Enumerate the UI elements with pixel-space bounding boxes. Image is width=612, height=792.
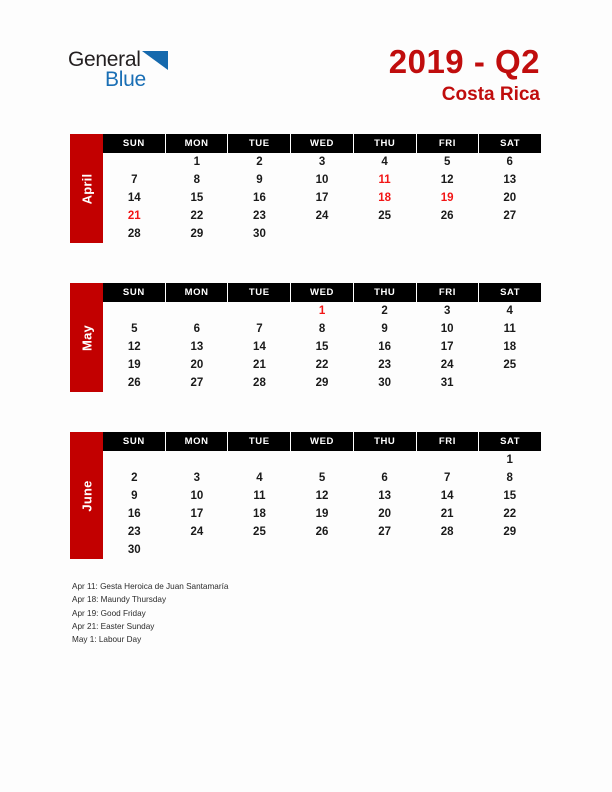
weekday-header-wed: WED — [291, 134, 354, 153]
month-grid — [103, 283, 541, 392]
month-tab-may — [70, 283, 103, 392]
day-cell[interactable]: 27 — [190, 377, 204, 389]
day-cell[interactable]: 30 — [127, 544, 141, 556]
holiday-legend-item: Apr 18: Maundy Thursday — [72, 595, 167, 605]
weekday-header-thu: THU — [354, 283, 417, 302]
day-cell[interactable]: 23 — [253, 210, 266, 222]
day-cell[interactable]: 7 — [443, 472, 451, 484]
month-grid — [103, 134, 541, 243]
day-cell[interactable]: 20 — [503, 192, 517, 204]
week-row — [103, 207, 541, 225]
day-cell[interactable]: 13 — [378, 490, 391, 502]
day-cell[interactable]: 29 — [315, 377, 329, 389]
day-cell[interactable]: 31 — [440, 377, 454, 389]
day-cell[interactable]: 1 — [193, 156, 201, 168]
day-cell[interactable]: 8 — [318, 323, 326, 335]
holiday-legend — [72, 580, 472, 646]
day-cell[interactable]: 19 — [440, 192, 454, 204]
week-row — [103, 320, 541, 338]
holiday-legend-item: Apr 11: Gesta Heroica de Juan Santamaría — [72, 582, 229, 591]
day-cell[interactable]: 4 — [381, 156, 388, 168]
day-cell[interactable]: 6 — [381, 472, 388, 484]
day-cell[interactable]: 3 — [318, 156, 326, 168]
weekday-header-fri: FRI — [417, 432, 480, 451]
week-row — [103, 505, 541, 523]
day-cell[interactable]: 17 — [440, 341, 454, 353]
day-cell[interactable]: 1 — [318, 305, 326, 317]
day-cell[interactable]: 5 — [318, 472, 326, 484]
weekday-header-row — [103, 283, 541, 302]
day-cell[interactable]: 6 — [193, 323, 201, 335]
day-cell[interactable]: 28 — [440, 526, 454, 538]
day-cell[interactable]: 3 — [443, 305, 451, 317]
day-cell[interactable]: 24 — [315, 210, 329, 222]
day-cell[interactable]: 29 — [190, 228, 204, 240]
weekday-header-mon: MON — [166, 432, 229, 451]
day-cell[interactable]: 12 — [440, 174, 454, 186]
weekday-header-sun: SUN — [103, 432, 166, 451]
week-row — [103, 523, 541, 541]
day-cell[interactable]: 11 — [503, 323, 516, 335]
day-cell[interactable]: 4 — [256, 472, 263, 484]
day-cell-empty — [478, 374, 541, 392]
day-cell-empty — [353, 541, 416, 559]
day-cell[interactable]: 22 — [315, 359, 329, 371]
holiday-legend-item: Apr 19: Good Friday — [72, 608, 146, 618]
day-cell[interactable]: 9 — [381, 323, 388, 335]
month-tab-label: May — [79, 324, 94, 351]
week-row — [103, 374, 541, 392]
weekday-header-sat: SAT — [500, 287, 521, 298]
day-cell[interactable]: 5 — [131, 323, 138, 335]
day-cell[interactable]: 17 — [190, 508, 204, 520]
weekday-header-sun: SUN — [103, 283, 166, 302]
day-cell-empty — [103, 451, 166, 469]
day-cell[interactable]: 8 — [506, 472, 513, 484]
week-row — [103, 225, 541, 243]
weekday-header-wed: WED — [291, 283, 354, 302]
month-tab-label: June — [79, 479, 94, 512]
day-cell[interactable]: 25 — [503, 359, 517, 371]
day-cell[interactable]: 12 — [315, 490, 329, 502]
week-row — [103, 189, 541, 207]
day-cell[interactable]: 13 — [503, 174, 517, 186]
weeks-container — [103, 153, 541, 243]
day-cell[interactable]: 19 — [315, 508, 329, 520]
day-cell-empty — [291, 451, 354, 469]
weekday-header-tue: TUE — [228, 134, 291, 153]
day-cell[interactable]: 15 — [315, 341, 329, 353]
day-cell[interactable]: 22 — [503, 508, 517, 520]
page-header — [0, 0, 612, 128]
day-cell[interactable]: 4 — [506, 305, 513, 317]
day-cell[interactable]: 24 — [190, 526, 204, 538]
weekday-header-row — [103, 432, 541, 451]
day-cell-empty — [228, 541, 291, 559]
day-cell[interactable]: 2 — [381, 305, 388, 317]
day-cell[interactable]: 28 — [253, 377, 266, 389]
weeks-container — [103, 451, 541, 559]
day-cell[interactable]: 24 — [440, 359, 454, 371]
day-cell[interactable]: 11 — [378, 174, 391, 186]
holiday-legend-item: May 1: Labour Day — [72, 635, 142, 645]
holiday-legend-item: Apr 21: Easter Sunday — [72, 621, 155, 631]
day-cell[interactable]: 25 — [253, 526, 266, 538]
day-cell[interactable]: 14 — [127, 192, 141, 204]
day-cell[interactable]: 13 — [190, 341, 204, 353]
day-cell[interactable]: 23 — [127, 526, 141, 538]
day-cell[interactable]: 22 — [190, 210, 204, 222]
month-block-may — [70, 283, 541, 392]
week-row — [103, 356, 541, 374]
day-cell[interactable]: 10 — [315, 174, 329, 186]
weeks-container — [103, 302, 541, 392]
weekday-header-row — [103, 134, 541, 153]
month-tab-april — [70, 134, 103, 243]
page-subtitle-country: Costa Rica — [441, 84, 540, 105]
day-cell-empty — [416, 541, 479, 559]
week-row — [103, 338, 541, 356]
day-cell[interactable]: 21 — [127, 210, 141, 222]
day-cell[interactable]: 21 — [253, 359, 266, 371]
day-cell[interactable]: 18 — [503, 341, 517, 353]
day-cell[interactable]: 9 — [256, 174, 263, 186]
logo-triangle-icon — [142, 51, 168, 70]
day-cell[interactable]: 19 — [127, 359, 141, 371]
day-cell[interactable]: 6 — [506, 156, 513, 168]
day-cell[interactable]: 5 — [443, 156, 451, 168]
weekday-header-mon: MON — [166, 134, 229, 153]
day-cell-empty — [166, 541, 229, 559]
day-cell[interactable]: 30 — [378, 377, 391, 389]
day-cell[interactable]: 30 — [253, 228, 266, 240]
day-cell[interactable]: 21 — [440, 508, 454, 520]
day-cell[interactable]: 25 — [378, 210, 391, 222]
weekday-header-thu: THU — [354, 432, 417, 451]
day-cell[interactable]: 14 — [253, 341, 266, 353]
weekday-header-thu: THU — [354, 134, 417, 153]
day-cell[interactable]: 10 — [440, 323, 454, 335]
day-cell[interactable]: 20 — [378, 508, 391, 520]
day-cell[interactable]: 26 — [440, 210, 454, 222]
day-cell[interactable]: 15 — [503, 490, 517, 502]
day-cell-empty — [478, 541, 541, 559]
day-cell[interactable]: 20 — [190, 359, 204, 371]
weekday-header-sun: SUN — [103, 134, 166, 153]
day-cell[interactable]: 7 — [256, 323, 263, 335]
logo-text-blue: Blue — [105, 68, 146, 91]
day-cell-empty — [166, 302, 229, 320]
weekday-header-tue: TUE — [228, 283, 291, 302]
day-cell[interactable]: 1 — [506, 454, 513, 466]
week-row — [103, 487, 541, 505]
day-cell[interactable]: 18 — [378, 192, 391, 204]
day-cell[interactable]: 16 — [253, 192, 266, 204]
month-grid — [103, 432, 541, 559]
day-cell[interactable]: 3 — [193, 472, 201, 484]
week-row — [103, 451, 541, 469]
day-cell[interactable]: 26 — [315, 526, 329, 538]
day-cell-empty — [103, 302, 166, 320]
day-cell-empty — [416, 225, 479, 243]
day-cell[interactable]: 12 — [127, 341, 141, 353]
week-row — [103, 153, 541, 171]
day-cell[interactable]: 18 — [253, 508, 266, 520]
day-cell[interactable]: 27 — [503, 210, 517, 222]
day-cell[interactable]: 7 — [131, 174, 138, 186]
day-cell[interactable]: 26 — [127, 377, 141, 389]
week-row — [103, 302, 541, 320]
day-cell-empty — [228, 302, 291, 320]
day-cell-empty — [291, 225, 354, 243]
week-row — [103, 469, 541, 487]
day-cell[interactable]: 10 — [190, 490, 204, 502]
day-cell-empty — [353, 451, 416, 469]
day-cell[interactable]: 2 — [131, 472, 138, 484]
page-title: 2019 - Q2 — [388, 43, 540, 80]
logo-text-general: General — [68, 48, 141, 71]
day-cell[interactable]: 8 — [193, 174, 201, 186]
day-cell[interactable]: 23 — [378, 359, 391, 371]
day-cell[interactable]: 14 — [440, 490, 454, 502]
month-tab-label: April — [79, 173, 94, 204]
day-cell[interactable]: 28 — [127, 228, 141, 240]
month-block-june — [70, 432, 541, 559]
day-cell[interactable]: 2 — [256, 156, 263, 168]
day-cell[interactable]: 16 — [127, 508, 141, 520]
day-cell[interactable]: 16 — [378, 341, 391, 353]
day-cell-empty — [416, 451, 479, 469]
weekday-header-sat: SAT — [500, 138, 521, 149]
weekday-header-wed: WED — [291, 432, 354, 451]
title-block — [389, 44, 540, 107]
month-tab-june — [70, 432, 103, 559]
day-cell-empty — [478, 225, 541, 243]
day-cell[interactable]: 11 — [253, 490, 266, 502]
weekday-header-mon: MON — [166, 283, 229, 302]
weekday-header-fri: FRI — [417, 283, 480, 302]
general-blue-logo — [68, 48, 248, 100]
day-cell[interactable]: 9 — [131, 490, 138, 502]
day-cell-empty — [103, 153, 166, 171]
weekday-header-fri: FRI — [417, 134, 480, 153]
day-cell-empty — [228, 451, 291, 469]
day-cell[interactable]: 29 — [503, 526, 517, 538]
week-row — [103, 171, 541, 189]
day-cell-empty — [166, 451, 229, 469]
day-cell[interactable]: 27 — [378, 526, 391, 538]
week-row — [103, 541, 541, 559]
day-cell[interactable]: 15 — [190, 192, 204, 204]
weekday-header-sat: SAT — [500, 436, 521, 447]
day-cell-empty — [353, 225, 416, 243]
day-cell-empty — [291, 541, 354, 559]
day-cell[interactable]: 17 — [315, 192, 329, 204]
weekday-header-tue: TUE — [228, 432, 291, 451]
month-block-april — [70, 134, 541, 243]
